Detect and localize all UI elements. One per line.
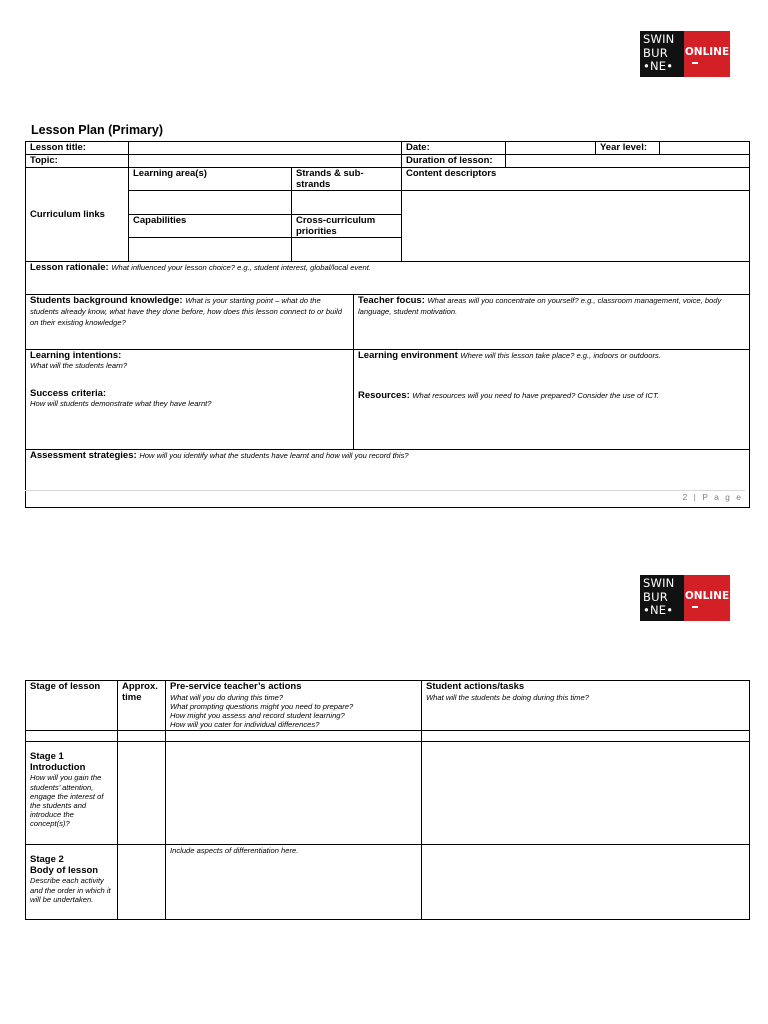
logo-online-block [684, 31, 730, 77]
teacher-focus-label: Teacher focus: [358, 295, 425, 306]
logo-online-text: ONLINE [684, 46, 730, 58]
teacher-prompt-4: How will you cater for individual differences? [170, 720, 320, 730]
intentions-success-cell[interactable] [26, 350, 354, 450]
logo-online-text: ONLINE [684, 590, 730, 602]
stage-2-cell [26, 845, 118, 920]
lesson-rationale-cell[interactable] [26, 262, 750, 295]
teacher-prompt-3: How might you assess and record student learning? [170, 710, 345, 720]
spacer-cell [166, 731, 422, 742]
swinburne-online-logo [640, 31, 730, 77]
date-field[interactable] [506, 142, 596, 155]
duration-label: Duration of lesson: [402, 155, 506, 168]
lesson-rationale-label: Lesson rationale: [30, 262, 109, 273]
resources-label: Resources: [358, 390, 410, 401]
logo-line-1: SWIN [643, 576, 675, 590]
year-level-field[interactable] [660, 142, 750, 155]
background-knowledge-prompt: What is your starting point – what do the students already know, what have they done before, how does this lesson connect to or build on their existing knowledge? [30, 296, 342, 327]
logo-dash [692, 62, 698, 64]
stage-2-subtitle: Body of lesson [30, 864, 99, 876]
teacher-prompt-1: What will you do during this time? [170, 692, 284, 702]
success-criteria-prompt: How will students demonstrate what they have learnt? [30, 399, 212, 408]
capabilities-header: Capabilities [129, 215, 292, 238]
logo-wordmark [640, 31, 684, 77]
date-label: Date: [402, 142, 506, 155]
stage-2-student-field[interactable] [422, 845, 750, 920]
learning-environment-label: Learning environment [358, 350, 458, 361]
stage-2-prompt: Describe each activity and the order in which it will be undertaken. [30, 876, 111, 904]
topic-field[interactable] [129, 155, 402, 168]
lesson-title-label: Lesson title: [26, 142, 129, 155]
year-level-label: Year level: [596, 142, 660, 155]
spacer-cell [422, 731, 750, 742]
lesson-title-field[interactable] [129, 142, 402, 155]
spacer-cell [26, 731, 118, 742]
assessment-strategies-label: Assessment strategies: [30, 450, 137, 461]
learning-intentions-label: Learning intentions: [30, 350, 122, 361]
environment-resources-cell[interactable] [354, 350, 750, 450]
teacher-focus-cell[interactable] [354, 295, 750, 350]
strands-field[interactable] [292, 191, 402, 215]
teacher-actions-title: Pre-service teacher’s actions [170, 681, 302, 692]
content-descriptors-header: Content descriptors [402, 168, 750, 191]
spacer-cell [118, 731, 166, 742]
logo-line-2: BUR [643, 589, 668, 604]
strands-header: Strands & sub-strands [292, 168, 402, 191]
assessment-strategies-prompt: How will you identify what the students have learnt and how will you record this? [139, 451, 409, 460]
capabilities-field[interactable] [129, 238, 292, 262]
cross-curriculum-field[interactable] [292, 238, 402, 262]
stage-1-title: Stage 1 [30, 751, 64, 763]
page-number: 2 | P a g e [682, 492, 743, 502]
background-knowledge-cell[interactable] [26, 295, 354, 350]
stage-1-teacher-field[interactable] [166, 742, 422, 845]
content-descriptors-field[interactable] [402, 191, 750, 262]
swinburne-online-logo-page-3 [640, 575, 730, 621]
logo-line-3: •NE• [643, 603, 674, 617]
logo-online-block [684, 575, 730, 621]
background-knowledge-label: Students background knowledge: [30, 295, 183, 306]
curriculum-links-label: Curriculum links [26, 168, 129, 262]
page-title: Lesson Plan (Primary) [31, 123, 163, 137]
lesson-rationale-prompt: What influenced your lesson choice? e.g., student interest, global/local event. [111, 263, 371, 272]
lesson-stages-table [25, 680, 750, 920]
student-actions-prompt: What will the students be doing during this time? [426, 692, 589, 702]
student-actions-title: Student actions/tasks [426, 681, 525, 692]
learning-intentions-prompt: What will the students learn? [30, 361, 128, 370]
footer-divider [25, 490, 745, 491]
stage-1-cell [26, 742, 118, 845]
resources-prompt: What resources will you need to have prepared? Consider the use of ICT. [412, 391, 660, 400]
teacher-focus-prompt: What areas will you concentrate on yourself? e.g., classroom management, voice, body language, student motivation. [358, 296, 722, 316]
stage-1-prompt: How will you gain the students’ attention, engage the interest of the students and introduce the concept(s)? [30, 773, 104, 829]
logo-line-2: BUR [643, 45, 668, 60]
success-criteria-label: Success criteria: [30, 388, 107, 399]
cross-curriculum-header: Cross-curriculum priorities [292, 215, 402, 238]
teacher-prompt-2: What prompting questions might you need to prepare? [170, 701, 354, 711]
logo-line-3: •NE• [643, 59, 674, 73]
stage-of-lesson-header: Stage of lesson [26, 681, 118, 731]
logo-dash [692, 606, 698, 608]
stage-1-subtitle: Introduction [30, 761, 86, 773]
approx-time-header: Approx. time [118, 681, 166, 731]
duration-field[interactable] [506, 155, 750, 168]
stage-2-time-field[interactable] [118, 845, 166, 920]
stage-1-time-field[interactable] [118, 742, 166, 845]
student-actions-header [422, 681, 750, 731]
stage-2-teacher-field[interactable] [166, 845, 422, 920]
logo-line-1: SWIN [643, 32, 675, 46]
stage-2-teacher-note: Include aspects of differentiation here. [170, 846, 299, 856]
stage-2-title: Stage 2 [30, 854, 64, 866]
learning-areas-header: Learning area(s) [129, 168, 292, 191]
topic-label: Topic: [26, 155, 129, 168]
learning-environment-prompt: Where will this lesson take place? e.g., indoors or outdoors. [460, 351, 661, 360]
lesson-plan-table [25, 141, 750, 508]
assessment-strategies-cell[interactable] [26, 450, 750, 508]
logo-wordmark [640, 575, 684, 621]
learning-areas-field[interactable] [129, 191, 292, 215]
stage-1-student-field[interactable] [422, 742, 750, 845]
teacher-actions-header [166, 681, 422, 731]
